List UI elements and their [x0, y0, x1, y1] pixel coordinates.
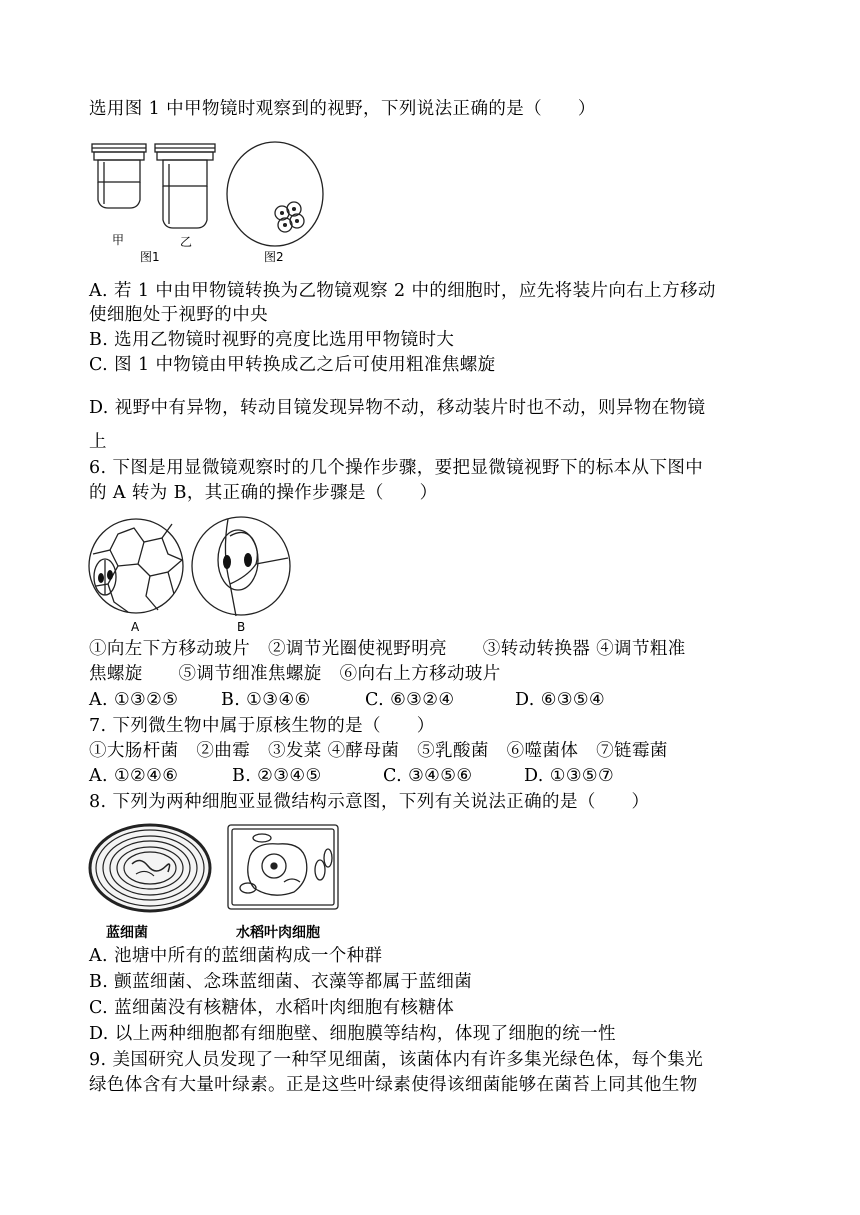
nucleus-b2: [244, 553, 252, 567]
fig1-caption: 图1: [140, 250, 160, 264]
q5-figure: [88, 138, 338, 263]
q7-choice-d: D. ①③⑤⑦: [524, 766, 615, 786]
q5-option-a-line1: A. 若 1 中由甲物镜转换为乙物镜观察 2 中的细胞时，应先将装片向右上方移动: [89, 281, 716, 301]
q6-stem-line2: 的 A 转为 B，其正确的操作步骤是（ ）: [89, 483, 438, 503]
q5-option-a-line2: 使细胞处于视野的中央: [89, 305, 268, 325]
nucleus-a2: [107, 570, 113, 580]
lens-yi-label: 乙: [180, 235, 193, 249]
q5-option-d-line1: D. 视野中有异物，转动目镜发现异物不动，移动装片时也不动，则异物在物镜: [89, 398, 706, 418]
q8-stem: 8. 下列为两种细胞亚显微结构示意图，下列有关说法正确的是（ ）: [89, 792, 650, 812]
q6-choice-a: A. ①③②⑤: [89, 690, 179, 710]
view-a-label: A: [131, 620, 140, 634]
q5-option-c: C. 图 1 中物镜由甲转换成乙之后可使用粗准焦螺旋: [89, 355, 496, 375]
nucleus-b1: [223, 555, 231, 569]
q5-option-b: B. 选用乙物镜时视野的亮度比选用甲物镜时大: [89, 330, 455, 350]
q9-stem-line1: 9. 美国研究人员发现了一种罕见细菌，该菌体内有许多集光绿色体，每个集光: [89, 1050, 704, 1070]
microscope-lens-diagram: [88, 138, 338, 263]
nucleus-a1: [98, 573, 104, 583]
fig2-caption: 图2: [264, 250, 284, 264]
q9-stem-line2: 绿色体含有大量叶绿素。正是这些叶绿素使得该细菌能够在菌苔上同其他生物: [89, 1075, 698, 1095]
view-b: [192, 517, 290, 616]
cyanobacteria-label: 蓝细菌: [106, 925, 148, 941]
q6-choice-c: C. ⑥③②④: [365, 690, 455, 710]
q8-option-d: D. 以上两种细胞都有细胞壁、细胞膜等结构，体现了细胞的统一性: [89, 1024, 616, 1044]
view-a: [89, 519, 183, 613]
q6-figure: [88, 514, 298, 636]
q5-stem: 选用图 1 中甲物镜时观察到的视野，下列说法正确的是（ ）: [89, 99, 596, 119]
q6-steps-line1: ①向左下方移动玻片 ②调节光圈使视野明亮 ③转动转换器 ④调节粗准: [89, 639, 686, 659]
q7-choice-a: A. ①②④⑥: [89, 766, 179, 786]
q6-choice-b: B. ①③④⑥: [221, 690, 311, 710]
cell-views-diagram: [88, 514, 298, 624]
objective-lens-jia: [92, 144, 146, 208]
view-b-label: B: [237, 620, 246, 634]
q8-figure: [88, 820, 348, 940]
q7-choice-c: C. ③④⑤⑥: [383, 766, 473, 786]
q7-stem: 7. 下列微生物中属于原核生物的是（ ）: [89, 716, 435, 736]
q5-option-d-line2: 上: [89, 432, 107, 452]
rice-leaf-cell-label: 水稻叶肉细胞: [236, 925, 320, 941]
q6-choice-d: D. ⑥③⑤④: [515, 690, 606, 710]
q7-items: ①大肠杆菌 ②曲霉 ③发菜 ④酵母菌 ⑤乳酸菌 ⑥噬菌体 ⑦链霉菌: [89, 741, 668, 761]
cyanobacteria-cell: [90, 825, 210, 911]
q8-option-b: B. 颤蓝细菌、念珠蓝细菌、衣藻等都属于蓝细菌: [89, 972, 473, 992]
field-of-view: [227, 142, 323, 246]
objective-lens-yi: [155, 144, 215, 228]
lens-jia-label: 甲: [112, 233, 125, 247]
q7-choice-b: B. ②③④⑤: [232, 766, 322, 786]
cell-structure-diagram: [88, 820, 348, 920]
q8-option-a: A. 池塘中所有的蓝细菌构成一个种群: [89, 946, 383, 966]
q6-steps-line2: 焦螺旋 ⑤调节细准焦螺旋 ⑥向右上方移动玻片: [89, 664, 501, 684]
q6-stem-line1: 6. 下图是用显微镜观察时的几个操作步骤，要把显微镜视野下的标本从下图中: [89, 458, 704, 478]
q8-option-c: C. 蓝细菌没有核糖体，水稻叶肉细胞有核糖体: [89, 998, 455, 1018]
rice-leaf-cell: [228, 825, 338, 909]
